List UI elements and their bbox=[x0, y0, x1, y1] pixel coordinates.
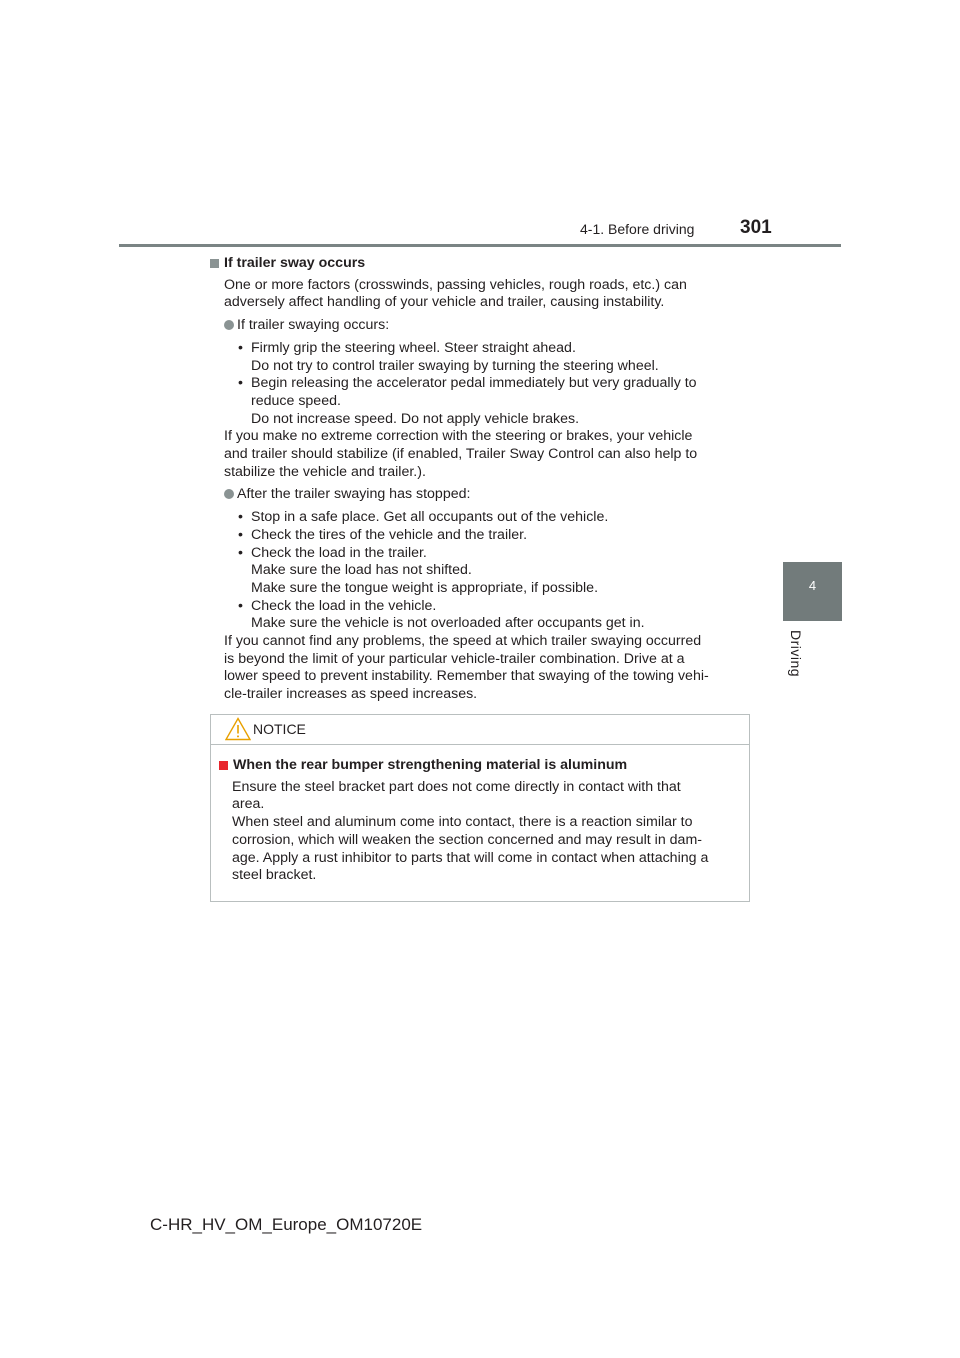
notice-paragraph bbox=[232, 779, 741, 885]
text-line: If you cannot find any problems, the speed at which trailer swaying occurred bbox=[224, 633, 702, 650]
bullet-item: After the trailer swaying has stopped: bbox=[224, 486, 746, 504]
text-line: When steel and aluminum come into contact, there is a reaction similar to bbox=[232, 814, 693, 831]
notice-title: NOTICE bbox=[253, 721, 306, 737]
page-number: 301 bbox=[740, 217, 772, 238]
header-section-title: 4-1. Before driving bbox=[580, 221, 695, 237]
text-line: and trailer should stabilize (if enabled, Trailer Sway Control can also help to bbox=[224, 446, 698, 463]
notice-heading: When the rear bumper strengthening material is aluminum bbox=[219, 757, 741, 775]
chapter-tab: 4 bbox=[783, 562, 842, 621]
text-line: age. Apply a rust inhibitor to parts that will come in contact when attaching a bbox=[232, 849, 709, 866]
bullet-item: If trailer swaying occurs: bbox=[224, 317, 746, 335]
intro-paragraph bbox=[224, 277, 746, 312]
list-item: • Check the tires of the vehicle and the trailer. bbox=[238, 526, 528, 543]
list-item: • Begin releasing the accelerator pedal immediately but very gradually to reduce speed. Do not increase speed. Do not apply vehicle brakes. bbox=[238, 375, 697, 427]
dot-marker-icon: • bbox=[238, 597, 243, 614]
dot-marker-icon: • bbox=[238, 509, 243, 526]
footer-doc-code: C-HR_HV_OM_Europe_OM10720E bbox=[150, 1215, 423, 1234]
sub-list bbox=[238, 340, 746, 429]
list-item: • Firmly grip the steering wheel. Steer straight ahead. Do not try to control trailer swaying by turning the steering wheel. bbox=[238, 339, 659, 374]
text-line: lower speed to prevent instability. Remember that swaying of the towing vehi- bbox=[224, 668, 709, 685]
text-line: Ensure the steel bracket part does not come directly in contact with that bbox=[232, 778, 681, 795]
dot-marker-icon: • bbox=[238, 526, 243, 543]
dot-marker-icon: • bbox=[238, 544, 243, 561]
main-content bbox=[210, 255, 746, 704]
square-bullet-icon bbox=[219, 761, 228, 770]
circle-bullet-icon bbox=[224, 489, 234, 499]
text-line: cle-trailer increases as speed increases. bbox=[224, 686, 478, 703]
paragraph bbox=[224, 428, 746, 481]
text-line: If you make no extreme correction with the steering or brakes, your vehicle bbox=[224, 428, 693, 445]
notice-body bbox=[219, 757, 741, 885]
text-line: corrosion, which will weaken the section concerned and may result in dam- bbox=[232, 831, 702, 848]
list-item: • Check the load in the vehicle. Make sure the vehicle is not overloaded after occupants get in. bbox=[238, 597, 645, 632]
text-line: steel bracket. bbox=[232, 867, 317, 884]
notice-box bbox=[210, 714, 750, 902]
dot-marker-icon: • bbox=[238, 375, 243, 392]
text-line: area. bbox=[232, 796, 265, 813]
text-line: One or more factors (crosswinds, passing vehicles, rough roads, etc.) can bbox=[224, 276, 687, 293]
warning-triangle-icon bbox=[225, 717, 251, 746]
circle-bullet-icon bbox=[224, 320, 234, 330]
chapter-label: Driving bbox=[788, 630, 804, 678]
text-line: adversely affect handling of your vehicle and trailer, causing instability. bbox=[224, 294, 665, 311]
notice-header bbox=[211, 715, 749, 745]
header-rule bbox=[119, 244, 841, 247]
square-bullet-icon bbox=[210, 259, 219, 268]
list-item: • Check the load in the trailer. Make sure the load has not shifted. Make sure the tongue weight is appropriate, if possible. bbox=[238, 544, 599, 596]
sub-list bbox=[238, 509, 746, 633]
section-heading: If trailer sway occurs bbox=[210, 255, 746, 273]
text-line: stabilize the vehicle and trailer.). bbox=[224, 463, 426, 480]
list-item: • Stop in a safe place. Get all occupants out of the vehicle. bbox=[238, 509, 609, 526]
dot-marker-icon: • bbox=[238, 339, 243, 356]
closing-paragraph bbox=[224, 633, 746, 704]
text-line: is beyond the limit of your particular vehicle-trailer combination. Drive at a bbox=[224, 650, 685, 667]
